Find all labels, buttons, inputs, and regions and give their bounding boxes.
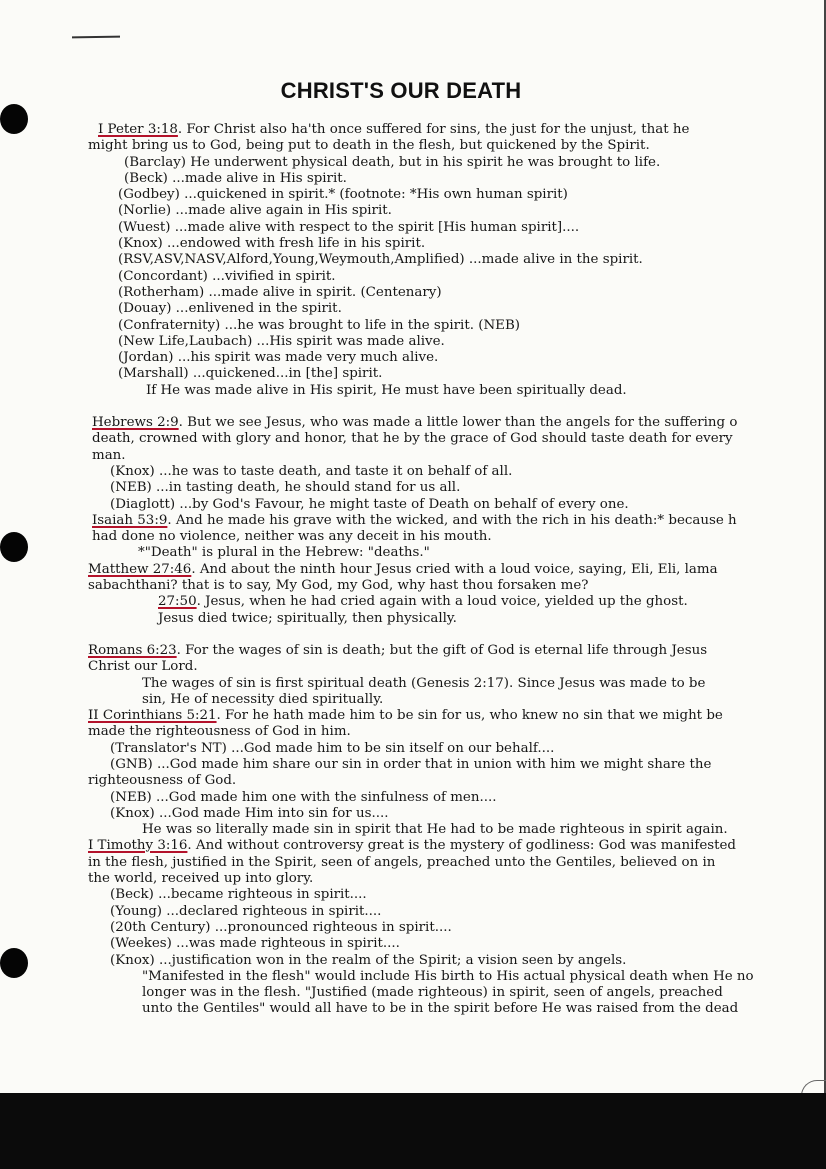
verse-line: I Timothy 3:16. And without controversy great is the mystery of godliness: God was manifested — [88, 838, 737, 854]
verse-line: had done no violence, neither was any deceit in his mouth. — [92, 529, 492, 545]
scripture-reference: Hebrews 2:9 — [92, 415, 179, 431]
verse-line: Romans 6:23. For the wages of sin is death; but the gift of God is eternal life through Jesus — [88, 642, 708, 658]
translation-line: (Wuest) ...made alive with respect to the spirit [His human spirit].... — [118, 219, 580, 235]
verse-line: death, crowned with glory and honor, that he by the grace of God should taste death for every — [92, 431, 733, 447]
scripture-reference: 27:50 — [158, 594, 197, 610]
commentary-line: He was so literally made sin in spirit that He had to be made righteous in spirit again. — [142, 822, 728, 838]
translation-line: (Godbey) ...quickened in spirit.* (footnote: *His own human spirit) — [118, 187, 568, 203]
scripture-reference: Matthew 27:46 — [88, 561, 192, 577]
verse-line: man. — [92, 447, 126, 463]
commentary-line: Jesus died twice; spiritually, then physically. — [158, 610, 457, 626]
translation-line: (RSV,ASV,NASV,Alford,Young,Weymouth,Amplified) ...made alive in the spirit. — [118, 252, 643, 268]
translation-line: (Marshall) ...quickened...in [the] spirit. — [118, 366, 383, 382]
commentary-line: If He was made alive in His spirit, He must have been spiritually dead. — [146, 382, 627, 398]
verse-line: Christ our Lord. — [88, 659, 198, 675]
scripture-reference: I Timothy 3:16 — [88, 838, 188, 854]
translation-line: (GNB) ...God made him share our sin in order that in union with him we might share the — [110, 756, 712, 772]
commentary-line: The wages of sin is first spiritual death (Genesis 2:17). Since Jesus was made to be — [142, 675, 706, 691]
verse-line: sabachthani? that is to say, My God, my God, why hast thou forsaken me? — [88, 578, 589, 594]
translation-line: (Knox) ...endowed with fresh life in his spirit. — [118, 236, 426, 252]
verse-line: II Corinthians 5:21. For he hath made him to be sin for us, who knew no sin that we might be — [88, 708, 723, 724]
translation-line: (Jordan) ...his spirit was made very much alive. — [118, 350, 439, 366]
document-body — [88, 122, 816, 1018]
translation-line: (Beck) ...became righteous in spirit.... — [110, 887, 367, 903]
translation-line: (Confraternity) ...he was brought to life in the spirit. (NEB) — [118, 317, 521, 333]
translation-line: (Knox) ...God made Him into sin for us.... — [110, 805, 389, 821]
verse-line: might bring us to God, being put to death in the flesh, but quickened by the Spirit. — [88, 138, 650, 154]
translation-line: (20th Century) ...pronounced righteous in spirit.... — [110, 919, 452, 935]
verse-line: Isaiah 53:9. And he made his grave with the wicked, and with the rich in his death:* because h — [92, 512, 737, 528]
translation-line: (Young) ...declared righteous in spirit.... — [110, 903, 382, 919]
scripture-reference: Isaiah 53:9 — [92, 512, 168, 528]
translation-line: (Knox) ...he was to taste death, and taste it on behalf of all. — [110, 463, 513, 479]
footnote-line: *"Death" is plural in the Hebrew: "deaths." — [138, 545, 430, 561]
translation-line: (Barclay) He underwent physical death, but in his spirit he was brought to life. — [124, 154, 661, 170]
translation-line: (Translator's NT) ...God made him to be sin itself on our behalf.... — [110, 740, 555, 756]
translation-line: (Weekes) ...was made righteous in spirit.... — [110, 936, 400, 952]
scripture-reference: II Corinthians 5:21 — [88, 708, 217, 724]
punch-hole-bottom — [0, 948, 28, 978]
translation-line: (Concordant) ...vivified in spirit. — [118, 268, 336, 284]
translation-line: (Knox) ...justification won in the realm of the Spirit; a vision seen by angels. — [110, 952, 627, 968]
translation-line: (Rotherham) ...made alive in spirit. (Centenary) — [118, 284, 442, 300]
page-title: CHRIST'S OUR DEATH — [280, 78, 522, 103]
commentary-line: unto the Gentiles" would all have to be in the spirit before He was raised from the dead — [142, 1001, 739, 1017]
verse-line: in the flesh, justified in the Spirit, seen of angels, preached unto the Gentiles, believed on in — [88, 854, 716, 870]
verse-line: Hebrews 2:9. But we see Jesus, who was made a little lower than the angels for the suffering o — [92, 415, 738, 431]
translation-line: (Diaglott) ...by God's Favour, he might taste of Death on behalf of every one. — [110, 496, 629, 512]
translation-line: (NEB) ...God made him one with the sinfulness of men.... — [110, 789, 497, 805]
punch-hole-top — [0, 104, 28, 134]
translation-line: (Beck) ...made alive in His spirit. — [124, 170, 347, 186]
scripture-reference: I Peter 3:18 — [98, 122, 178, 137]
translation-line: (NEB) ...in tasting death, he should stand for us all. — [110, 480, 461, 496]
commentary-line: longer was in the flesh. "Justified (made righteous) in spirit, seen of angels, preached — [142, 985, 723, 1001]
verse-line: Matthew 27:46. And about the ninth hour Jesus cried with a loud voice, saying, Eli, Eli, lama — [88, 561, 718, 577]
verse-line: righteousness of God. — [88, 773, 237, 789]
punch-hole-middle — [0, 532, 28, 562]
page-corner-curl — [801, 1080, 826, 1093]
verse-line: 27:50. Jesus, when he had cried again with a loud voice, yielded up the ghost. — [158, 594, 688, 610]
translation-line: (New Life,Laubach) ...His spirit was made alive. — [118, 333, 445, 349]
verse-line: made the righteousness of God in him. — [88, 724, 351, 740]
scripture-reference: Romans 6:23 — [88, 642, 177, 658]
commentary-line: sin, He of necessity died spiritually. — [142, 691, 384, 707]
pen-mark — [72, 36, 120, 39]
commentary-line: "Manifested in the flesh" would include His birth to His actual physical death when He no — [142, 968, 754, 984]
translation-line: (Norlie) ...made alive again in His spirit. — [118, 203, 392, 219]
verse-line: I Peter 3:18. For Christ also ha'th once suffered for sins, the just for the unjust, that he — [98, 122, 690, 137]
translation-line: (Douay) ...enlivened in the spirit. — [118, 301, 342, 317]
verse-line: the world, received up into glory. — [88, 871, 314, 887]
